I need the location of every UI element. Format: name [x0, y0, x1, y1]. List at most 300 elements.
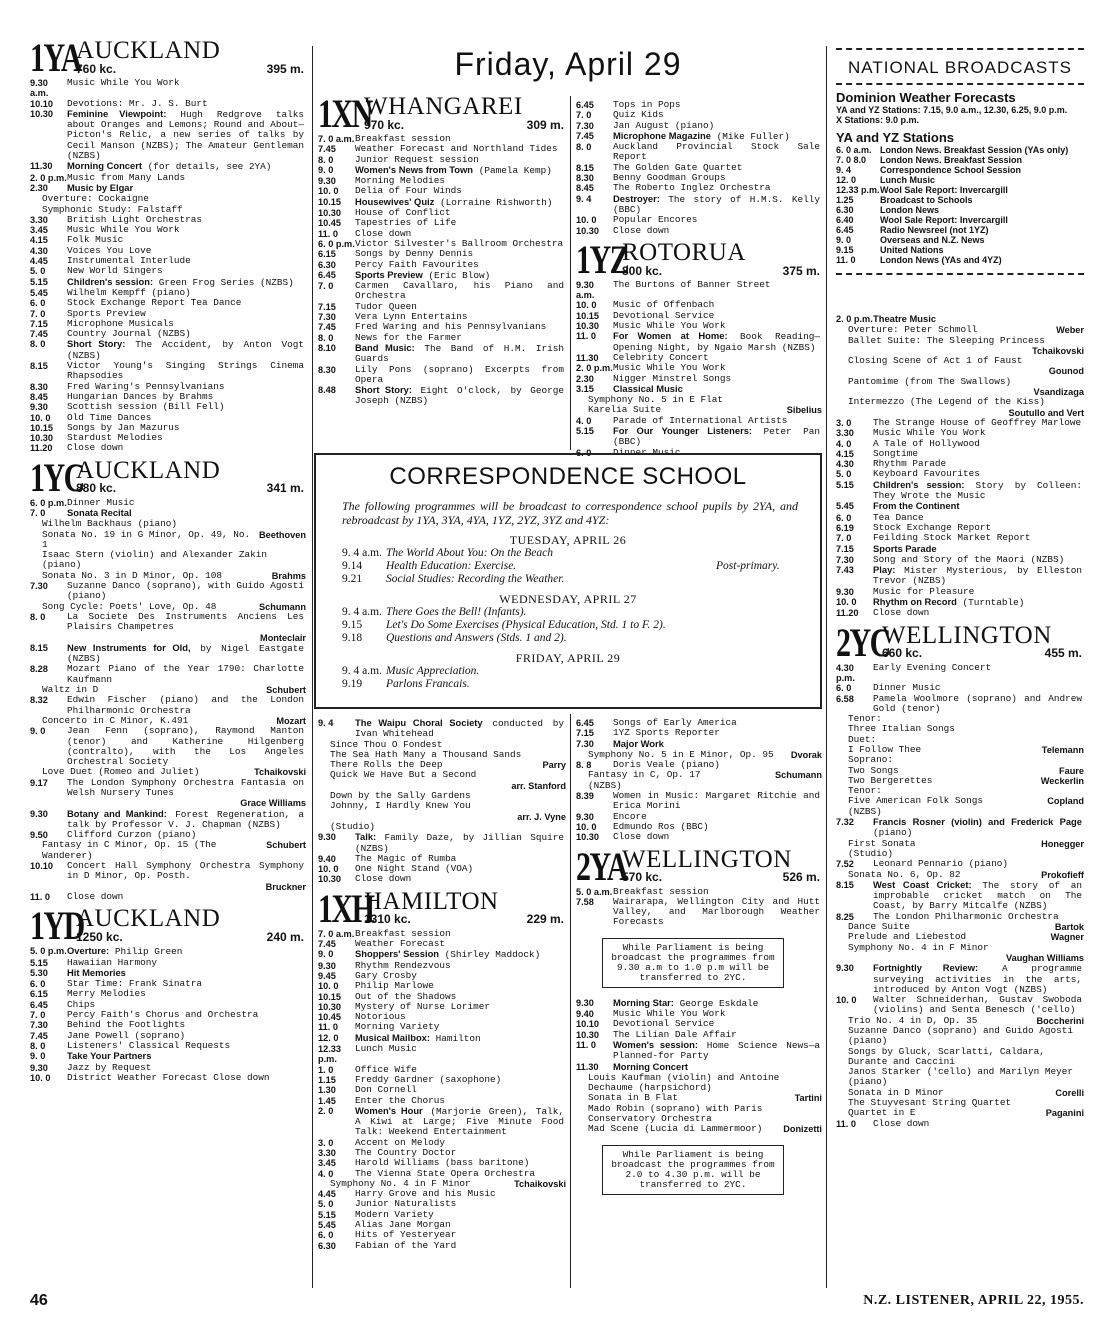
station-header-right: [620, 238, 822, 278]
national-time: 1.25: [836, 195, 854, 205]
sub-text: Prelude and Liebestod: [848, 931, 967, 943]
programme-text: Celebrity Concert: [613, 351, 709, 363]
programme-description: [67, 830, 304, 840]
national-schedule-row: [836, 195, 1084, 205]
programme-time: 7.45: [318, 939, 336, 950]
sub-text: Janos Starker ('cello) and Marilyn Meyer (piano): [848, 1066, 1074, 1088]
programme-time: 6. 0: [30, 298, 46, 309]
programme-text: Home Science News—a Planned-for Party: [613, 1039, 820, 1062]
correspondence-row: [316, 547, 820, 560]
programme-text: Devotional Service: [613, 1018, 715, 1030]
station-frequency: 800 kc.: [622, 263, 663, 278]
national-programme: London News. Breakfast Session: [880, 155, 1023, 165]
programme-item: [576, 194, 822, 216]
programme-description: [67, 443, 304, 453]
programme-item: [30, 643, 306, 665]
programme-text: Songs of Early America: [613, 717, 737, 728]
station-city: HAMILTON: [364, 887, 499, 915]
programme-item: [836, 480, 1084, 502]
sub-text: Down by the Sally Gardens: [330, 790, 471, 802]
programme-description: [355, 343, 564, 365]
programme-description: [873, 694, 1082, 715]
programme-time: 2. 0 p.m.: [30, 172, 67, 183]
station-header-right: [74, 37, 306, 76]
composer-name: Honegger: [1041, 838, 1084, 849]
programme-text: House of Conflict: [355, 207, 451, 219]
programme-text: Keyboard Favourites: [873, 468, 980, 480]
programme-time: 10. 0: [318, 864, 339, 875]
programme-description: [355, 874, 564, 884]
programme-time: 8.28: [30, 664, 48, 675]
sub-text: Symphony No. 4 in F Minor: [848, 941, 989, 953]
correspondence-row: [316, 632, 820, 645]
programme-item: [576, 226, 822, 236]
programme-text: Alias Jane Morgan: [355, 1219, 451, 1231]
programme-time: 7.15: [30, 318, 48, 329]
programme-item: [318, 832, 566, 854]
sub-text: (NZBS): [588, 779, 622, 791]
programme-text: Breakfast session: [613, 885, 709, 897]
programme-time: 9.30: [318, 832, 336, 843]
correspondence-row: [316, 560, 820, 573]
programme-time: 2. 0 p.m.: [576, 363, 613, 374]
column-3-top: [576, 99, 822, 458]
programme-text: The Lilian Dale Affair: [613, 1028, 737, 1040]
station-frequency: 1310 kc.: [364, 912, 411, 927]
composer-name: Telemann: [1041, 744, 1084, 755]
correspondence-row: [316, 665, 820, 678]
programme-text: Music While You Work: [613, 1008, 726, 1020]
programme-title-bold: Musical Mailbox:: [355, 1031, 431, 1043]
programme-text: Fred Waring's Pennsylvanians: [67, 380, 225, 392]
programme-time: 8.30: [576, 173, 594, 184]
programme-item: [836, 880, 1084, 912]
programme-item: [576, 832, 822, 842]
programme-title-bold: Morning Concert: [67, 160, 142, 172]
programme-time: 4.30 p.m.: [836, 662, 855, 683]
programme-text: The story of H.M.S. Kelly (BBC): [613, 193, 820, 215]
programme-description: [873, 314, 1082, 325]
programme-time: 7.15: [576, 728, 594, 739]
programme-text: Early Evening Concert: [873, 661, 992, 673]
programme-description: [355, 1106, 564, 1138]
correspondence-row: [316, 606, 820, 619]
programme-text: George Eskdale: [679, 997, 759, 1009]
programme-item: [836, 608, 1084, 618]
programme-time: 10. 0: [576, 215, 597, 226]
national-time: 12. 0: [836, 175, 857, 185]
programme-text: Music for Pleasure: [873, 585, 975, 597]
composer-name: Weckerlin: [1040, 775, 1084, 786]
programme-time: 1.30: [318, 1085, 336, 1096]
programme-time: 7. 0: [30, 507, 46, 518]
composer-name: Grace Williams: [240, 798, 306, 809]
programme-item: [836, 912, 1084, 922]
programme-text: (piano): [873, 827, 913, 839]
programme-time: 8.15: [836, 879, 854, 890]
programme-text: Hugh Redgrove talks about Oranges and Lemons; Round and About—Picton's Relic, a new series of talks by Cecil Manson (NZBS); The Amateur Gentleman (NZBS): [67, 108, 304, 162]
national-time: 6.45: [836, 225, 854, 235]
sub-text: Since Thou O Fondest: [330, 738, 443, 750]
programme-description: [67, 643, 304, 665]
programme-description: [613, 791, 820, 812]
programme-text: Mozart Piano of the Year 1790: Charlotte Kaufmann: [67, 663, 304, 685]
sub-text: Songs by Gluck, Scarlatti, Caldara, Durante and Caccini: [848, 1045, 1045, 1067]
programme-time: 9.30: [30, 402, 48, 413]
composer-name: Weber: [1056, 325, 1084, 336]
programme-time: 7.32: [836, 817, 854, 828]
station-header: [318, 885, 566, 931]
programme-text: The Accident, by Anton Vogt (NZBS): [67, 339, 304, 361]
programme-text: Weather Forecast: [355, 938, 446, 950]
programme-sub-line: [576, 1104, 822, 1125]
station-frequency: 880 kc.: [76, 481, 117, 496]
programme-text: Jazz by Request: [67, 1061, 152, 1073]
programme-time: 6. 0: [836, 512, 852, 523]
programme-description: [873, 912, 1082, 922]
programme-sub-line: [836, 1047, 1084, 1068]
composer-name: Dvorak: [790, 749, 822, 760]
programme-text: Philip Marlowe: [355, 980, 434, 992]
programme-sub-line: [576, 1124, 822, 1134]
national-time: 6.30: [836, 205, 854, 215]
programme-item: [836, 817, 1084, 839]
programme-item: [836, 565, 1084, 587]
programme-text: Dinner Music: [613, 446, 681, 458]
programme-description: [67, 78, 304, 99]
station-call-sign: 2YA: [576, 843, 628, 889]
dominion-weather-line: YA and YZ Stations: 7.15, 9.0 a.m., 12.30, 6.25, 9.0 p.m.: [836, 105, 1068, 115]
composer-name: Schubert: [266, 840, 306, 851]
programme-text: Song and Story of the Maori (NZBS): [873, 553, 1065, 565]
programme-description: [613, 280, 820, 301]
programme-text: Family Daze, by Jillian Squire (NZBS): [355, 832, 564, 854]
correspondence-time: 9.18: [342, 632, 363, 644]
programme-time: 9.40: [576, 1009, 594, 1020]
dashed-rule: [836, 273, 1084, 275]
composer-name: Gounod: [1048, 366, 1084, 377]
programme-text: Encore: [613, 810, 647, 822]
programme-sub-line: [836, 943, 1084, 953]
programme-text: Nigger Minstrel Songs: [613, 372, 732, 384]
programme-time: 2. 0: [318, 1105, 334, 1116]
programme-time: 1.15: [318, 1074, 336, 1085]
station-header: [30, 454, 306, 500]
programme-description: [355, 1169, 564, 1179]
programme-time: 2. 0 p.m.: [836, 314, 873, 324]
programme-time: 11. 0: [318, 1022, 338, 1033]
composer-name: Parry: [542, 760, 566, 771]
programme-title-bold: Rhythm on Record: [873, 596, 957, 608]
programme-description: [67, 361, 304, 382]
national-programme: Wool Sale Report: Invercargill: [880, 185, 1008, 195]
programme-time: 5.30: [30, 967, 48, 978]
sub-text: The Stuyvesant String Quartet: [848, 1097, 1012, 1109]
station-wavelength: 240 m.: [266, 929, 304, 944]
programme-time: 7.45: [318, 322, 336, 333]
programme-item: [576, 331, 822, 353]
programme-item: [30, 361, 306, 382]
composer-name: Faure: [1058, 765, 1084, 776]
programme-description: [355, 365, 564, 386]
programme-description: [613, 331, 820, 353]
programme-text: Hawaiian Harmony: [67, 956, 158, 968]
programme-item: [318, 385, 566, 407]
programme-text: Close down: [613, 224, 670, 236]
composer-name: Tchaikovski: [254, 767, 306, 778]
programme-time: 11.30: [576, 352, 599, 363]
programme-time: 6. 0 p.m.: [30, 497, 67, 508]
programme-text: (for details, see 2YA): [147, 161, 272, 173]
programme-time: 12.33 p.m.: [318, 1044, 341, 1065]
station-city: AUCKLAND: [76, 456, 221, 484]
station-header-right: [362, 93, 566, 132]
programme-description: [873, 480, 1082, 502]
programme-item: [576, 426, 822, 448]
programme-description: [67, 183, 304, 194]
programme-text: A Tale of Hollywood: [873, 437, 980, 449]
dominion-weather-lines: [836, 105, 1084, 125]
national-programme: Wool Sale Report: Invercargill: [880, 215, 1008, 225]
programme-text: The Burtons of Banner Street: [613, 278, 771, 290]
station-call-sign: 1YC: [30, 454, 84, 500]
station-header: [576, 843, 822, 889]
composer-name: Wagner: [1050, 932, 1084, 943]
programme-text: Percy Faith Favourites: [355, 258, 479, 270]
composer-name: Monteclair: [260, 632, 306, 643]
composer-name: Copland: [1047, 796, 1084, 807]
programme-title-bold: Children's session:: [873, 478, 965, 490]
programme-time: 1.45: [318, 1095, 336, 1106]
programme-time: 3. 0: [836, 417, 852, 428]
programme-text: Notorious: [355, 1011, 406, 1023]
programme-time: 10.30: [318, 208, 341, 219]
programme-description: [355, 832, 564, 854]
programme-text: Stardust Melodies: [67, 432, 163, 444]
programme-text: (Pamela Kemp): [478, 164, 552, 176]
programme-text: Edwin Fischer (piano) and the London Philharmonic Orchestra: [67, 694, 304, 716]
station-frequency: 660 kc.: [882, 646, 923, 661]
programme-text: Gary Crosby: [355, 969, 417, 981]
national-time: 7. 0 8.0: [836, 155, 867, 165]
sub-text: Quick We Have But a Second: [330, 769, 477, 781]
national-schedule-row: [836, 145, 1084, 155]
programme-text: Close down: [873, 1117, 930, 1129]
programme-time: 4.30: [30, 245, 48, 256]
programme-item: [318, 874, 566, 884]
programme-time: 9.30: [318, 960, 336, 971]
programme-time: 9. 4: [576, 193, 592, 204]
programme-time: 10.30: [576, 1029, 599, 1040]
programme-text: The Strange House of Geoffrey Marlowe: [873, 416, 1082, 428]
programme-description: [873, 859, 1082, 869]
station-call-sign: 1YA: [30, 35, 82, 80]
programme-time: 11.30: [576, 1061, 599, 1072]
programme-time: 10.15: [576, 310, 599, 321]
programme-text: Tea Dance: [873, 511, 924, 523]
programme-text: Tapestries of Life: [355, 217, 457, 229]
programme-time: 7.15: [318, 301, 336, 312]
dashed-rule: [836, 83, 1084, 85]
programme-time: 8.15: [30, 642, 48, 653]
programme-text: A programme surveying activities in the arts, introduced by Anton Vogt (NZBS): [873, 963, 1082, 995]
correspondence-day-heading: WEDNESDAY, APRIL 27: [499, 592, 637, 606]
programme-description: [613, 832, 820, 842]
programme-text: (Marjorie Green), Talk, A Kiwi at Large; Five Minute Food Talk: Weekend Entertainment: [355, 1105, 564, 1138]
programme-title-bold: Music by Elgar: [67, 181, 134, 193]
station-wavelength: 395 m.: [266, 61, 304, 76]
sub-text: First Sonata: [848, 837, 916, 849]
sub-text: Sonata in D Minor: [848, 1086, 944, 1098]
station-wavelength: 341 m.: [266, 481, 304, 496]
programme-text: Voices You Love: [67, 244, 152, 256]
programme-sub-line: [318, 801, 566, 811]
sub-text: Symphony No. 5 in E Flat: [588, 394, 724, 406]
programme-text: Stock Exchange Report Tea Dance: [67, 297, 242, 309]
station-city: AUCKLAND: [76, 37, 221, 64]
programme-time: 7.30: [836, 554, 854, 565]
programme-time: 9.30: [836, 963, 854, 974]
sub-text: The Sea Hath Many a Thousand Sands: [330, 748, 522, 760]
composer-name: arr. Stanford: [511, 780, 566, 791]
programme-text: Junior Request session: [355, 153, 479, 165]
column-1: [30, 35, 306, 1292]
programme-description: [67, 1073, 304, 1083]
programme-title-bold: Feminine Viewpoint:: [67, 107, 167, 119]
programme-text: Tops in Pops: [613, 99, 681, 110]
sub-text: Sonata in B Flat: [588, 1092, 679, 1104]
composer-name: Vsandizaga: [1033, 387, 1084, 398]
programme-title-bold: Hit Memories: [67, 966, 126, 978]
correspondence-subject: The World About You: On the Beach: [386, 547, 553, 559]
programme-sub-line: [318, 770, 566, 780]
programme-text: Harry Grove and his Music: [355, 1188, 496, 1200]
programme-description: [67, 109, 304, 161]
programme-time: 8.45: [30, 391, 48, 402]
station-city: AUCKLAND: [76, 905, 221, 933]
programme-title-bold: Take Your Partners: [67, 1050, 152, 1062]
column-2-bottom: [318, 718, 566, 1292]
programme-title-bold: Short Story:: [355, 384, 412, 396]
programme-time: 6.30: [318, 1240, 336, 1251]
programme-text: Old Time Dances: [67, 411, 152, 423]
sub-text: Dance Suite: [848, 921, 910, 933]
sub-text: Two Bergerettes: [848, 774, 933, 786]
correspondence-school-title: CORRESPONDENCE SCHOOL: [389, 463, 747, 490]
correspondence-subject: Questions and Answers (Stds. 1 and 2).: [386, 632, 567, 644]
programme-text: Forest Regeneration, a talk by Professor V. J. Chapman (NZBS): [67, 808, 304, 830]
programme-text: Concert Hall Symphony Orchestra Symphony in D Minor, Op. Posth.: [67, 860, 304, 882]
programme-text: (Mike Fuller): [716, 130, 790, 142]
national-time: 6.40: [836, 215, 854, 225]
sub-text: Wilhelm Backhaus (piano): [42, 518, 178, 530]
programme-text: Jane Powell (soprano): [67, 1029, 186, 1041]
programme-text: Story by Colleen: They Wrote the Music: [873, 479, 1082, 502]
programme-title-bold: Women's session:: [613, 1038, 698, 1050]
national-schedule-row: [836, 185, 1084, 195]
programme-text: Country Journal (NZBS): [67, 328, 191, 340]
programme-time: 8.15: [30, 361, 48, 372]
programme-text: Breakfast session: [355, 927, 451, 939]
programme-time: 7.45: [30, 1030, 48, 1041]
programme-title-bold: Sports Preview: [355, 268, 423, 280]
programme-title-bold: Francis Rosner (violin) and Frederick Page: [873, 816, 1082, 828]
programme-title-bold: Morning Concert: [613, 1060, 688, 1072]
national-broadcasts: [836, 48, 1084, 275]
composer-name: Tartini: [794, 1093, 822, 1104]
programme-text: Don Cornell: [355, 1084, 417, 1096]
programme-time: 7.15: [836, 543, 854, 554]
programme-time: 9.30: [836, 586, 854, 597]
programme-text: Pamela Woolmore (soprano) and Andrew Gold (tenor): [873, 692, 1082, 714]
programme-time: 5. 0 p.m.: [30, 946, 67, 957]
programme-description: [873, 663, 1082, 684]
programme-time: 3.15: [576, 383, 594, 394]
station-header-right: [620, 845, 822, 885]
correspondence-subject: Music Appreciation.: [386, 665, 480, 677]
national-programme: Lunch Music: [880, 175, 936, 185]
correspondence-time: 9. 4 a.m.: [342, 665, 382, 677]
programme-item: [30, 778, 306, 799]
programme-text: Jean Fenn (soprano), Raymond Manton (tenor) and Katherine Hilgenberg (contralto), with the Los Angeles Orchestral Society: [67, 725, 304, 768]
programme-time: 5.45: [30, 287, 48, 298]
programme-description: [355, 281, 564, 302]
programme-time: 6.45: [30, 999, 48, 1010]
sub-text: (Studio): [848, 847, 894, 859]
programme-text: Quiz Kids: [613, 109, 664, 121]
sub-text: Mad Scene (Lucia di Lammermoor): [588, 1123, 763, 1135]
programme-item: [836, 314, 1084, 325]
programme-item: [576, 1040, 822, 1062]
national-schedule-row: [836, 155, 1084, 165]
correspondence-school-box: [314, 453, 822, 709]
correspondence-day-heading: FRIDAY, APRIL 29: [515, 651, 621, 665]
programme-text: Star Time: Frank Sinatra: [67, 978, 203, 990]
composer-name: Beethoven: [259, 529, 306, 540]
station-city: ROTORUA: [622, 238, 746, 266]
correspondence-subject: Parlons Francais.: [386, 678, 470, 690]
programme-text: Eight O'clock, by George Joseph (NZBS): [355, 385, 564, 407]
programme-text: Mister Mysterious, by Elleston Trevor (NZBS): [873, 565, 1082, 587]
programme-text: Dinner Music: [873, 682, 941, 694]
column-2-top: [318, 91, 566, 448]
programme-time: 6. 0 p.m.: [318, 238, 355, 249]
programme-description: [613, 760, 820, 770]
programme-description: [67, 778, 304, 799]
programme-text: Songtime: [873, 447, 919, 459]
programme-description: [355, 1044, 564, 1065]
programme-text: Doris Veale (piano): [613, 759, 720, 771]
national-schedule-row: [836, 165, 1084, 175]
correspondence-row: [316, 678, 820, 691]
station-header: [576, 236, 822, 282]
national-time: 6. 0 a.m.: [836, 145, 872, 155]
programme-text: Rhythm Rendezvous: [355, 959, 451, 971]
programme-item: [30, 695, 306, 716]
programme-description: [67, 339, 304, 361]
programme-text: Popular Encores: [613, 214, 698, 226]
column-rule: [570, 96, 571, 450]
programme-time: 8.32: [30, 695, 48, 706]
programme-text: Edmundo Ros (BBC): [613, 820, 709, 832]
programme-time: 10.15: [318, 991, 341, 1002]
programme-time: 8.48: [318, 385, 336, 396]
programme-time: 7. 0 a.m.: [318, 928, 355, 939]
programme-text: Sports Preview: [67, 307, 146, 319]
programme-time: 3.30: [30, 214, 48, 225]
programme-title-bold: Destroyer:: [613, 192, 660, 204]
programme-time: 9.30 a.m.: [30, 78, 49, 99]
